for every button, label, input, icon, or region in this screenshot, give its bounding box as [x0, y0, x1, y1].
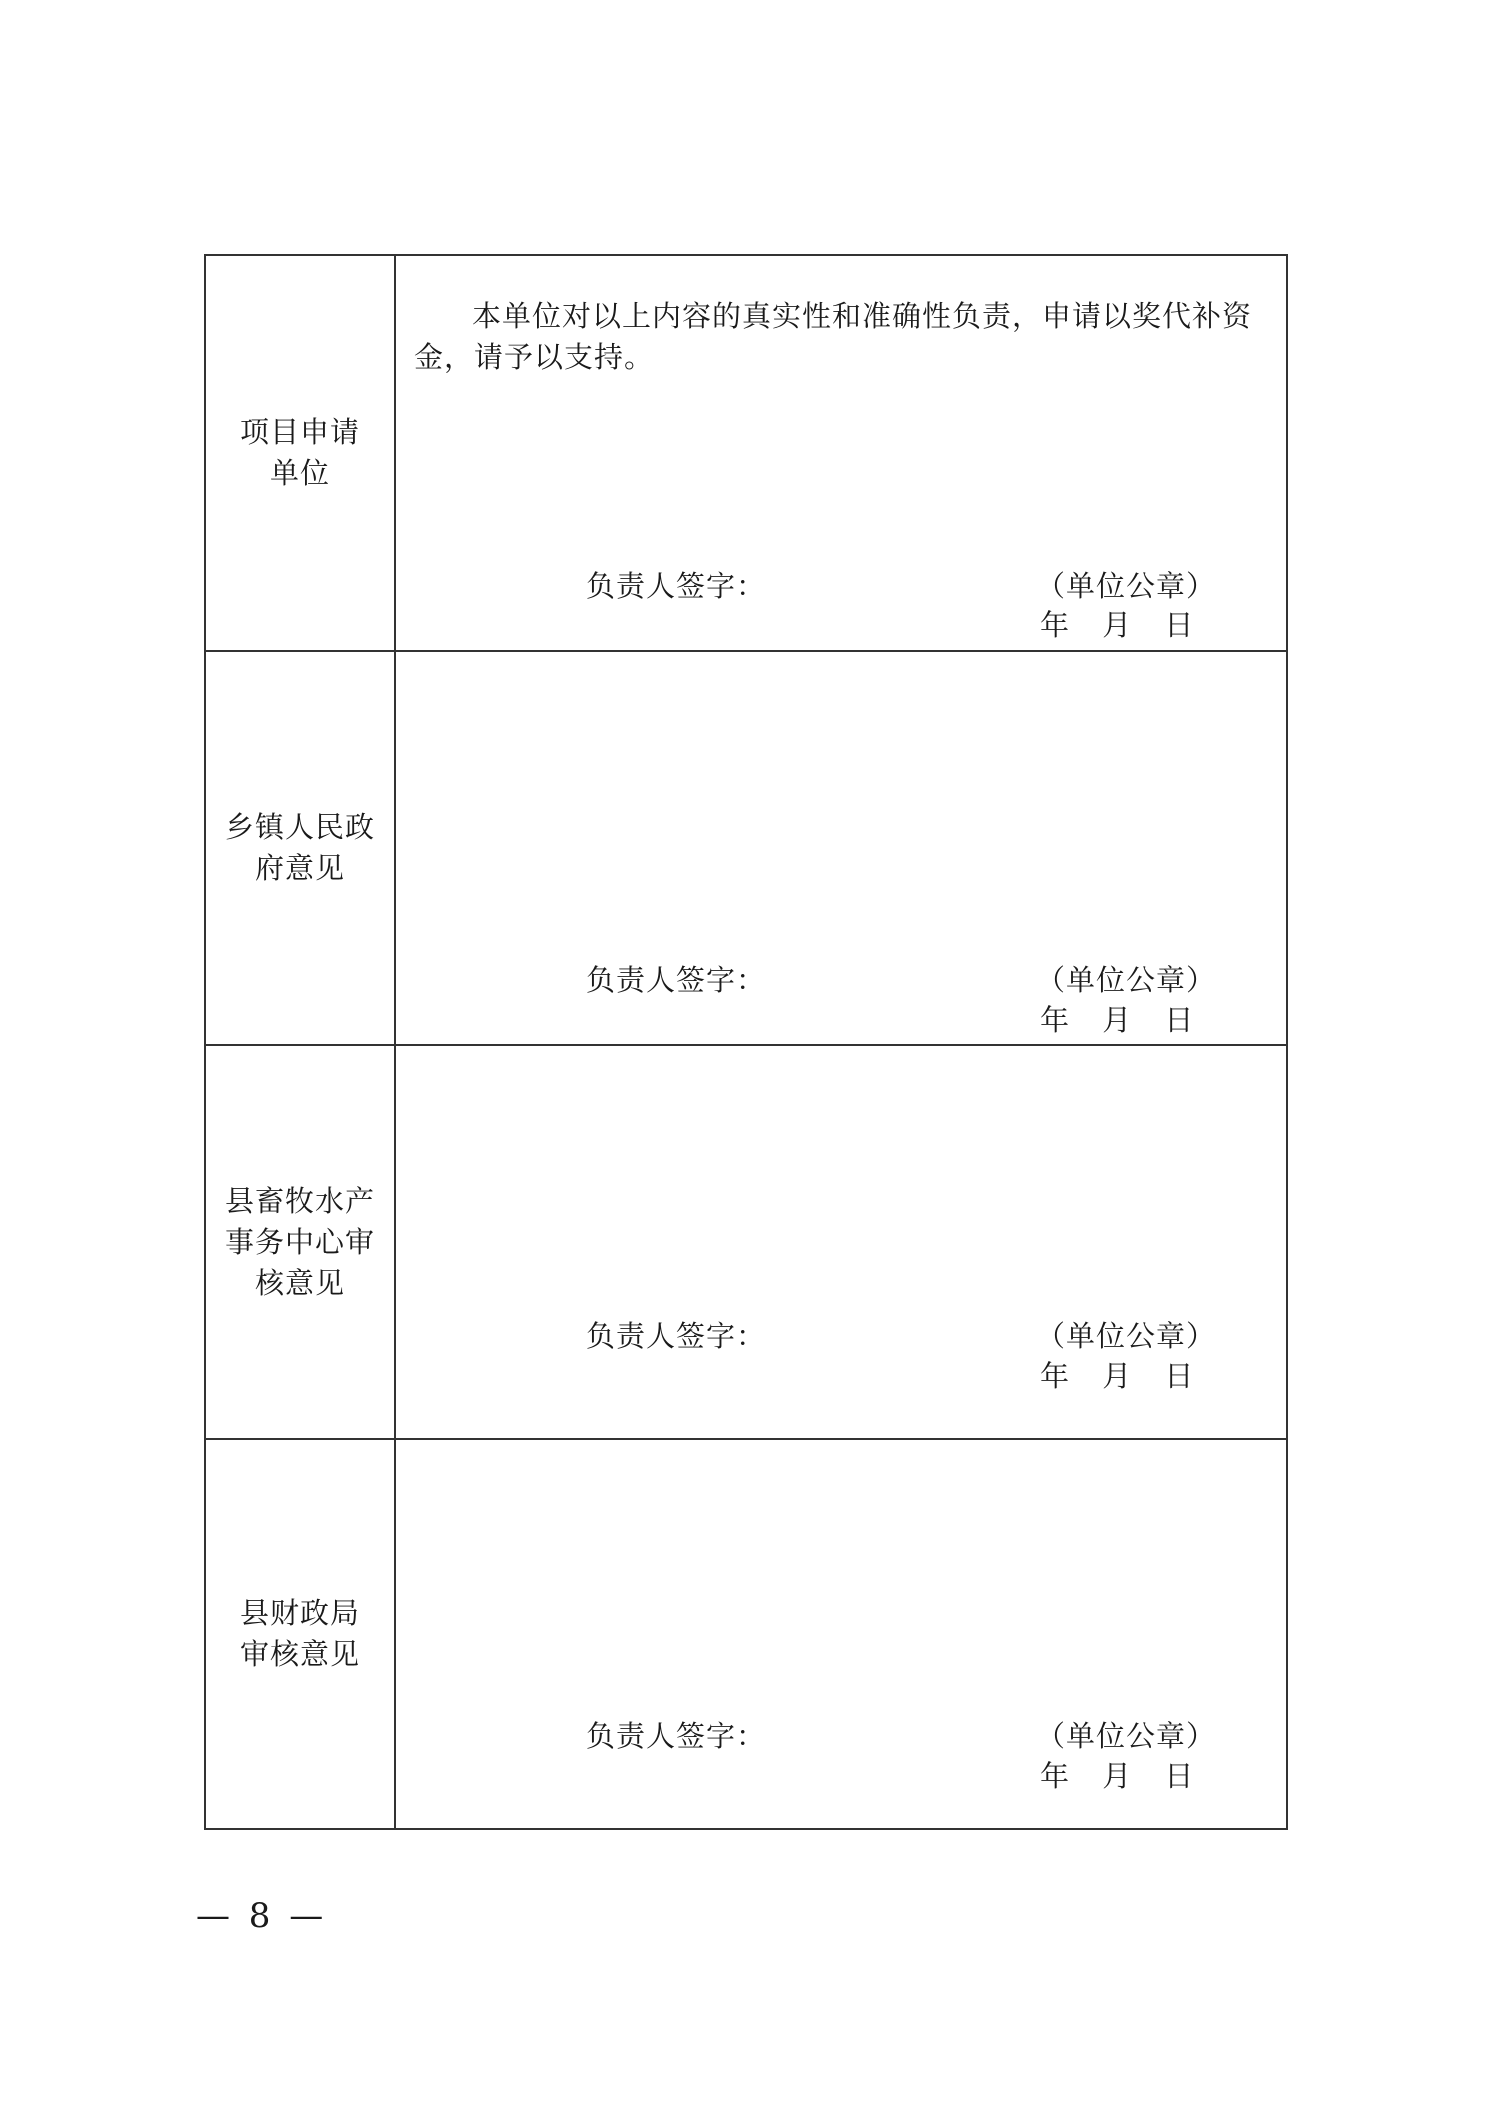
seal-label: （单位公章） [1036, 963, 1217, 997]
date-label: 年 月 日 [1040, 1759, 1195, 1793]
row-county-finance-bureau [206, 1440, 1286, 1828]
row-label: 项目申请 单位 [239, 415, 360, 490]
signer-label: 负责人签字： [586, 1319, 767, 1353]
label-cell [206, 1440, 396, 1828]
row-label: 县畜牧水产 事务中心审 核意见 [225, 1183, 376, 1300]
date-label: 年 月 日 [1040, 1003, 1195, 1037]
seal-label: （单位公章） [1036, 569, 1217, 603]
signer-label: 负责人签字： [586, 1719, 767, 1753]
page-number: — 8 — [196, 1896, 328, 1936]
row-township-government [206, 652, 1286, 1046]
signer-label: 负责人签字： [586, 569, 767, 603]
row-label: 县财政局 审核意见 [239, 1596, 360, 1671]
label-cell [206, 256, 396, 650]
row-county-livestock-center [206, 1046, 1286, 1440]
label-cell [206, 652, 396, 1044]
date-label: 年 月 日 [1040, 1359, 1195, 1393]
seal-label: （单位公章） [1036, 1319, 1217, 1353]
content-cell [396, 1046, 1286, 1438]
seal-label: （单位公章） [1036, 1719, 1217, 1753]
declaration-text: 本单位对以上内容的真实性和准确性负责，申请以奖代补资金，请予以支持。 [414, 299, 1253, 374]
row-applicant-unit [206, 256, 1286, 652]
approval-form-table [204, 254, 1288, 1830]
content-cell [396, 652, 1286, 1044]
label-cell [206, 1046, 396, 1438]
content-cell [396, 1440, 1286, 1828]
content-cell [396, 256, 1286, 650]
signer-label: 负责人签字： [586, 963, 767, 997]
row-label: 乡镇人民政 府意见 [225, 810, 376, 885]
date-label: 年 月 日 [1040, 608, 1195, 642]
